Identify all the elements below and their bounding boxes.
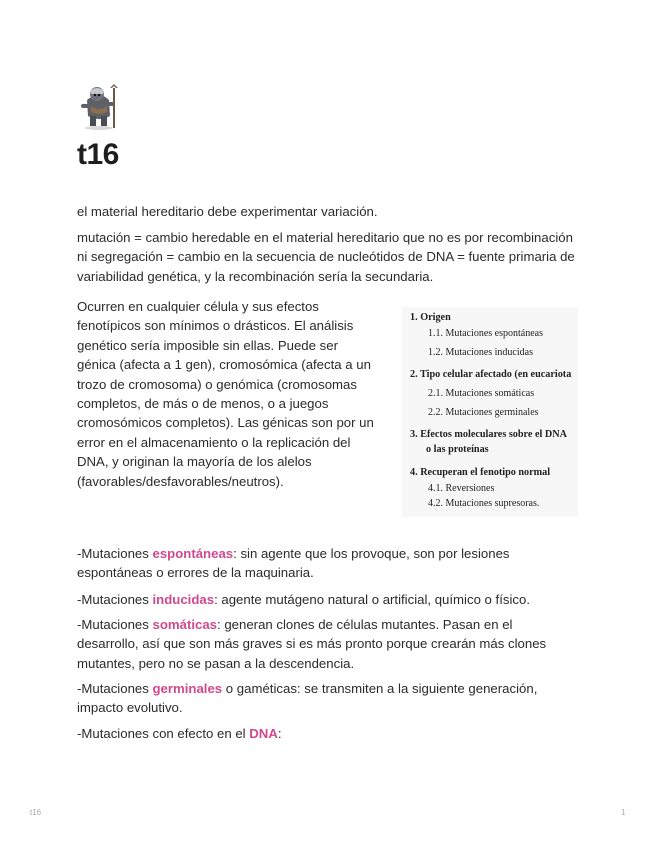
keyword-highlight: germinales xyxy=(152,681,223,696)
item-prefix: -Mutaciones xyxy=(77,617,153,632)
item-prefix: -Mutaciones xyxy=(77,546,153,561)
list-item xyxy=(77,615,577,673)
item-text: : agente mutágeno natural o artificial, químico o físico. xyxy=(214,592,531,607)
list-item xyxy=(77,679,577,718)
list-item xyxy=(77,590,577,609)
outline-subitem: 2.2. Mutaciones germinales xyxy=(428,407,539,418)
list-item xyxy=(77,544,577,583)
keyword-highlight: espontáneas xyxy=(152,546,234,561)
outline-heading: 3. Efectos moleculares sobre el DNA xyxy=(410,429,567,440)
item-text: o gaméticas: se transmiten a la siguiente generación, impacto evolutivo. xyxy=(77,681,538,716)
item-prefix: -Mutaciones xyxy=(77,681,153,696)
definition-paragraph: mutación = cambio heredable en el material hereditario que no es por recombinación ni segregación = cambio en la secuencia de nucleótidos de DNA = fuente primaria de variabilidad genética, y la recombinación sería la secundaria. xyxy=(77,230,575,284)
outline-subitem: 1.1. Mutaciones espontáneas xyxy=(428,328,543,339)
outline-heading: 2. Tipo celular afectado (en eucariota xyxy=(410,369,572,380)
item-prefix: -Mutaciones con efecto en el xyxy=(77,726,250,741)
intro-paragraph: el material hereditario debe experimentar variación. xyxy=(77,204,378,219)
list-item xyxy=(77,724,577,743)
troll-icon xyxy=(77,82,121,130)
outline-heading-continued: o las proteínas xyxy=(426,444,489,455)
item-text: : sin agente que los provoque, son por lesiones espontáneas o errores de la maquinaria. xyxy=(77,546,510,581)
outline-subitem: 2.1. Mutaciones somáticas xyxy=(428,388,535,399)
page-title: t16 xyxy=(77,138,119,171)
outline-subitem: 4.1. Reversiones xyxy=(428,483,495,494)
item-text: : xyxy=(277,726,282,741)
outline-subitem: 1.2. Mutaciones inducidas xyxy=(428,347,533,358)
keyword-highlight: inducidas xyxy=(152,592,215,607)
outline-heading: 4. Recuperan el fenotipo normal xyxy=(410,467,551,478)
keyword-highlight: somáticas xyxy=(152,617,218,632)
keyword-highlight: DNA xyxy=(249,726,278,741)
outline-heading: 1. Origen xyxy=(410,312,451,323)
outline-subitem: 4.2. Mutaciones supresoras. xyxy=(428,498,540,509)
item-prefix: -Mutaciones xyxy=(77,592,153,607)
description-paragraph: Ocurren en cualquier célula y sus efectos fenotípicos son mínimos o drásticos. El análisis genético sería imposible sin ellas. Puede ser génica (afecta a 1 gen), cromosómica (afecta a un trozo de cromosoma) o genómica (cromosomas completos, de más o de menos, o a juegos cromosómicos completos). Las génicas son por un error en el almacenamiento o la replicación del DNA, y originan la mayoría de los alelos (favorables/desfavorables/neutros). xyxy=(77,299,374,489)
footer-title: t16 xyxy=(30,808,42,817)
mutation-classification-image xyxy=(402,307,578,517)
item-text: : generan clones de células mutantes. Pasan en el desarrollo, así que son más graves si es más pronto porque crearán más clones mutantes, pero no se pasan a la descendencia. xyxy=(77,617,547,671)
page-number: 1 xyxy=(621,808,626,817)
